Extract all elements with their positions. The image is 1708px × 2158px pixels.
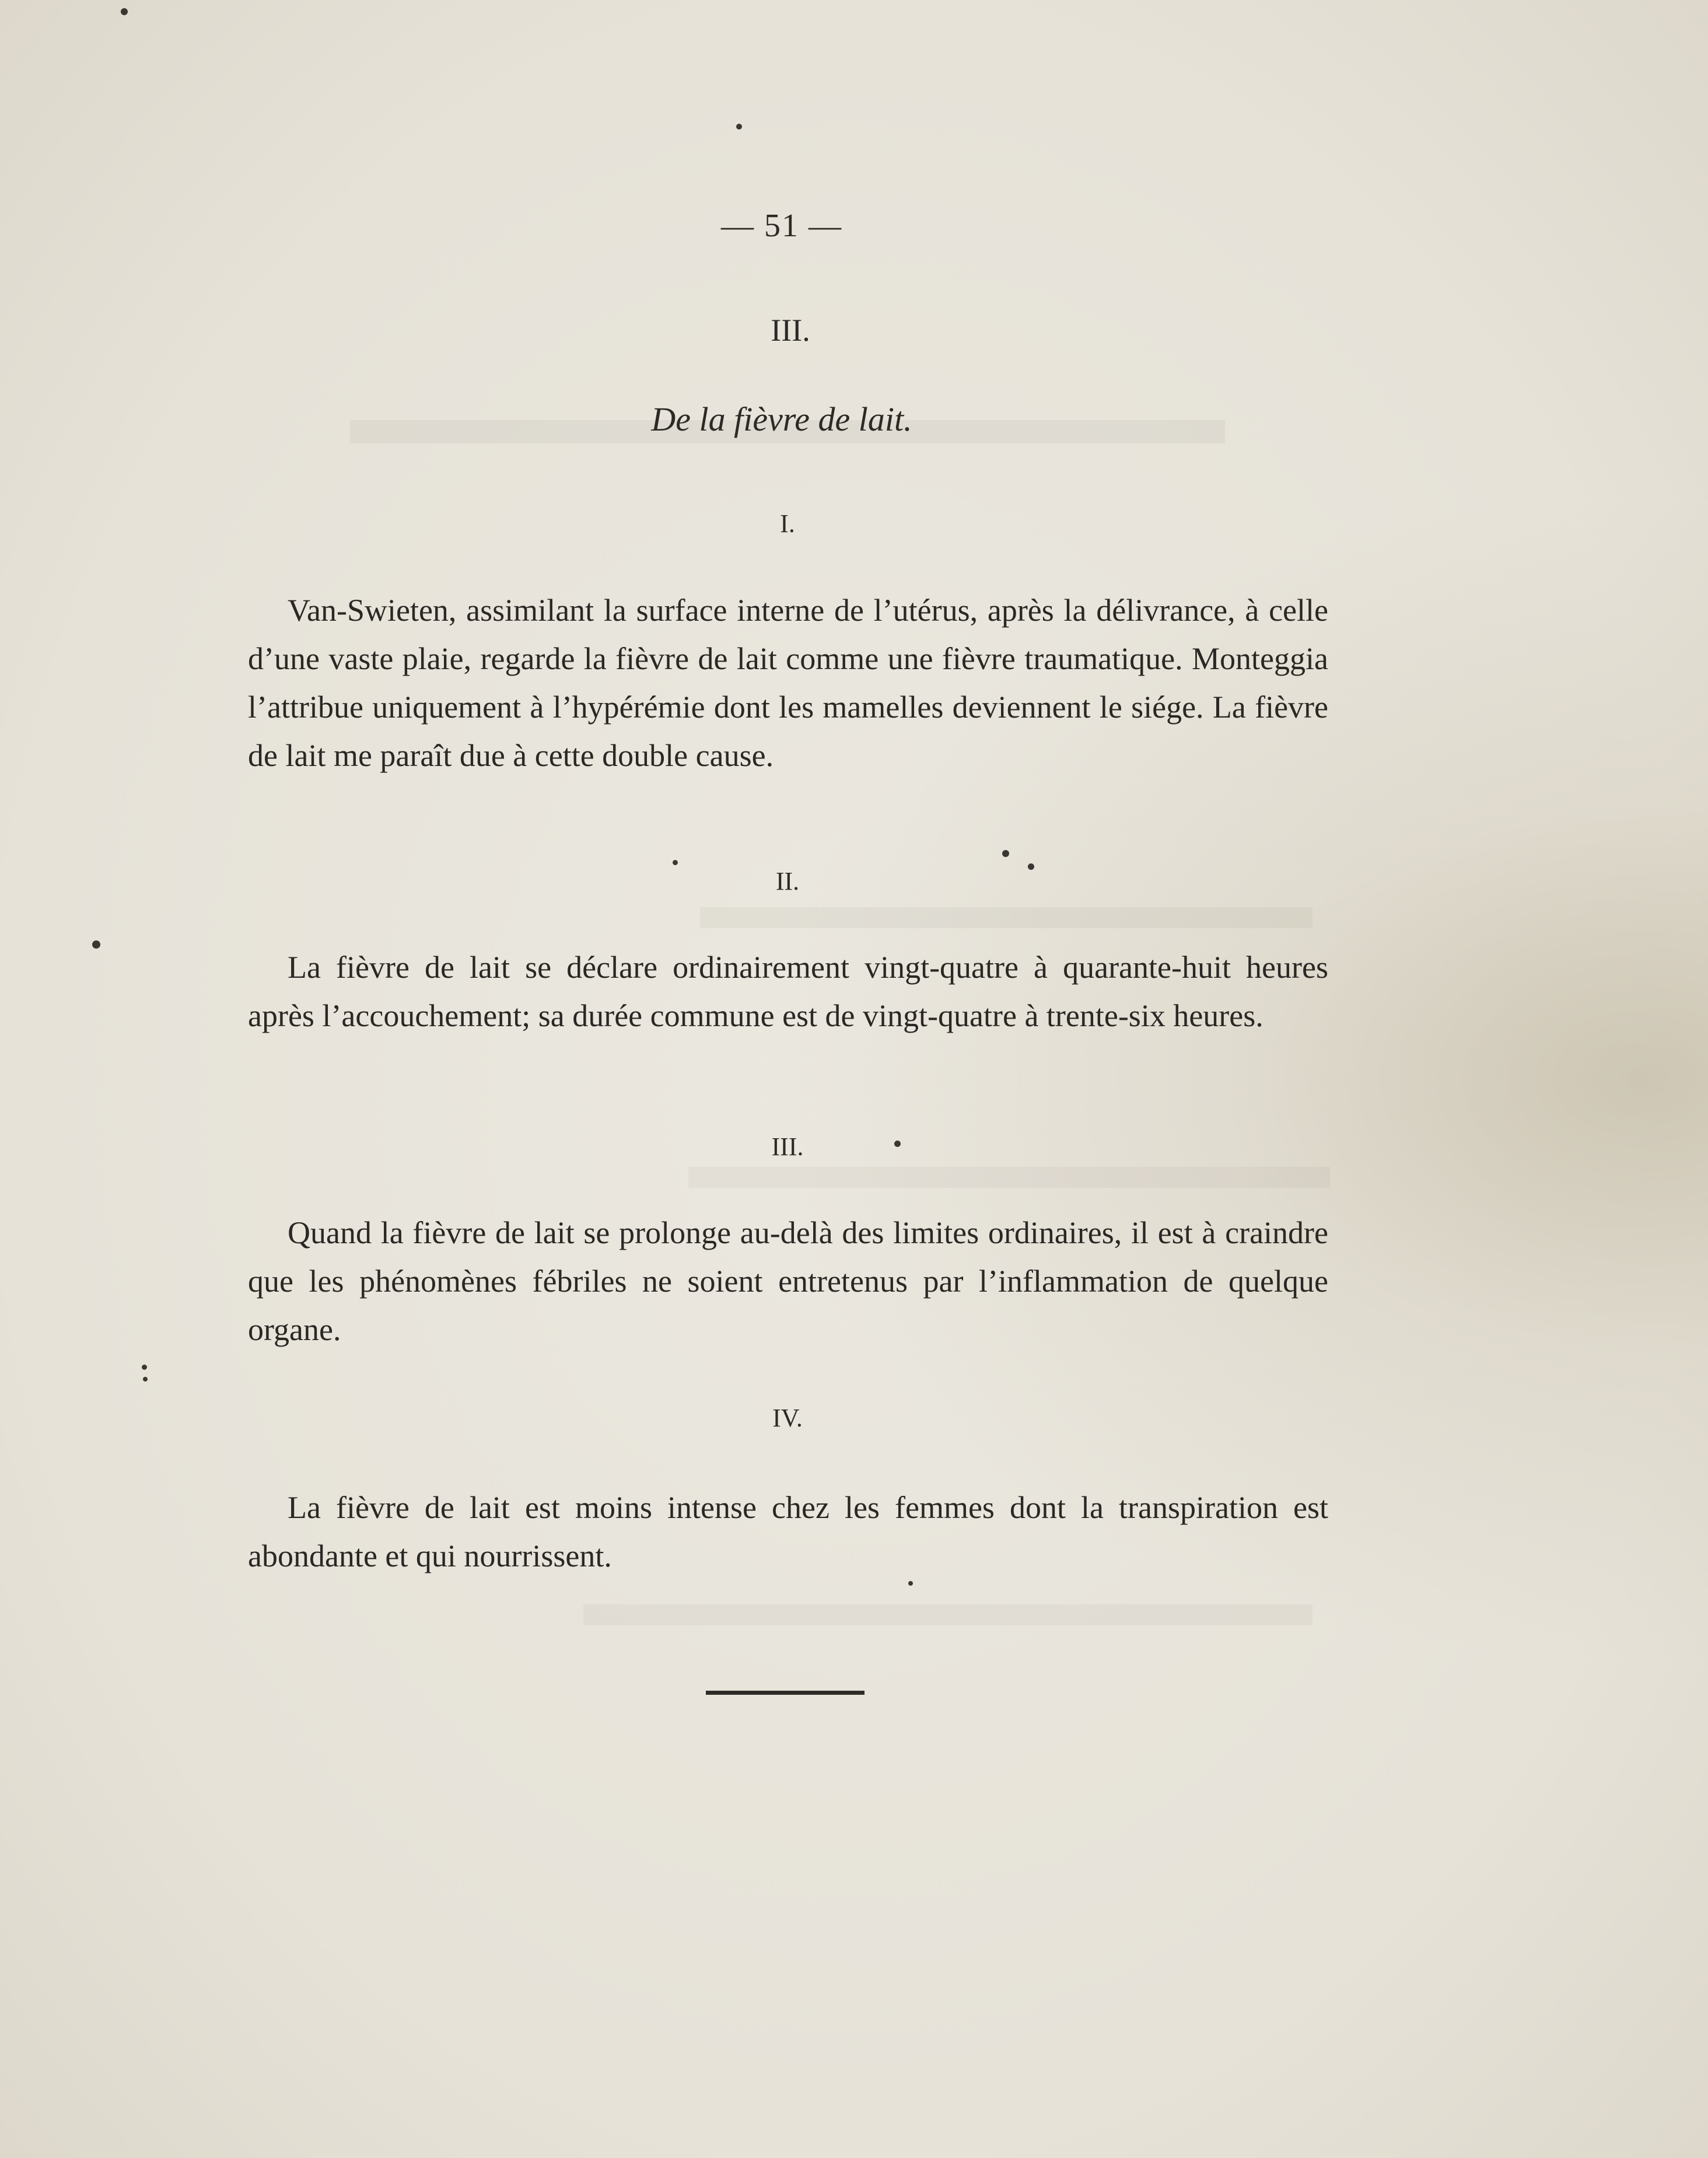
section-number-1: I.	[780, 509, 795, 538]
show-through-texture	[688, 1167, 1330, 1188]
page-number: — 51 —	[721, 208, 842, 244]
ink-speck	[143, 1377, 148, 1381]
ink-speck	[736, 124, 742, 130]
ink-speck	[908, 1581, 913, 1586]
ink-speck	[1028, 863, 1034, 870]
show-through-texture	[700, 907, 1312, 928]
ink-speck	[142, 1365, 147, 1370]
ink-speck	[121, 8, 128, 15]
section-paragraph-3: Quand la fièvre de lait se prolonge au-delà des limites ordinaires, il est à craindre que les phénomènes fébriles ne soient entretenus par l’inflammation de quelque organe.	[248, 1215, 1328, 1347]
section-paragraph-4: La fièvre de lait est moins intense chez les femmes dont la transpiration est abondante et qui nourrissent.	[248, 1490, 1328, 1573]
ink-speck	[673, 860, 678, 865]
chapter-title: De la fièvre de lait.	[651, 400, 912, 438]
section-number-2: II.	[775, 867, 800, 896]
show-through-texture	[583, 1604, 1312, 1625]
chapter-number: III.	[771, 313, 810, 348]
section-paragraph-1: Van-Swieten, assimilant la surface interne de l’utérus, après la délivrance, à celle d’une vaste plaie, regarde la fièvre de lait comme une fièvre traumatique. Monteggia l’attribue uniquement à l’hypérémie dont les mamelles deviennent le siége. La fièvre de lait me paraît due à cette double cause.	[248, 593, 1328, 773]
ink-speck	[1002, 850, 1009, 857]
ink-speck	[92, 940, 100, 949]
section-number-4: IV.	[772, 1404, 803, 1432]
ink-speck	[894, 1141, 901, 1147]
section-paragraph-2: La fièvre de lait se déclare ordinairement vingt-quatre à quarante-huit heures après l’accouchement; sa durée commune est de vingt-quatre à trente-six heures.	[248, 950, 1328, 1033]
closing-rule	[706, 1691, 864, 1695]
section-number-3: III.	[771, 1132, 804, 1161]
